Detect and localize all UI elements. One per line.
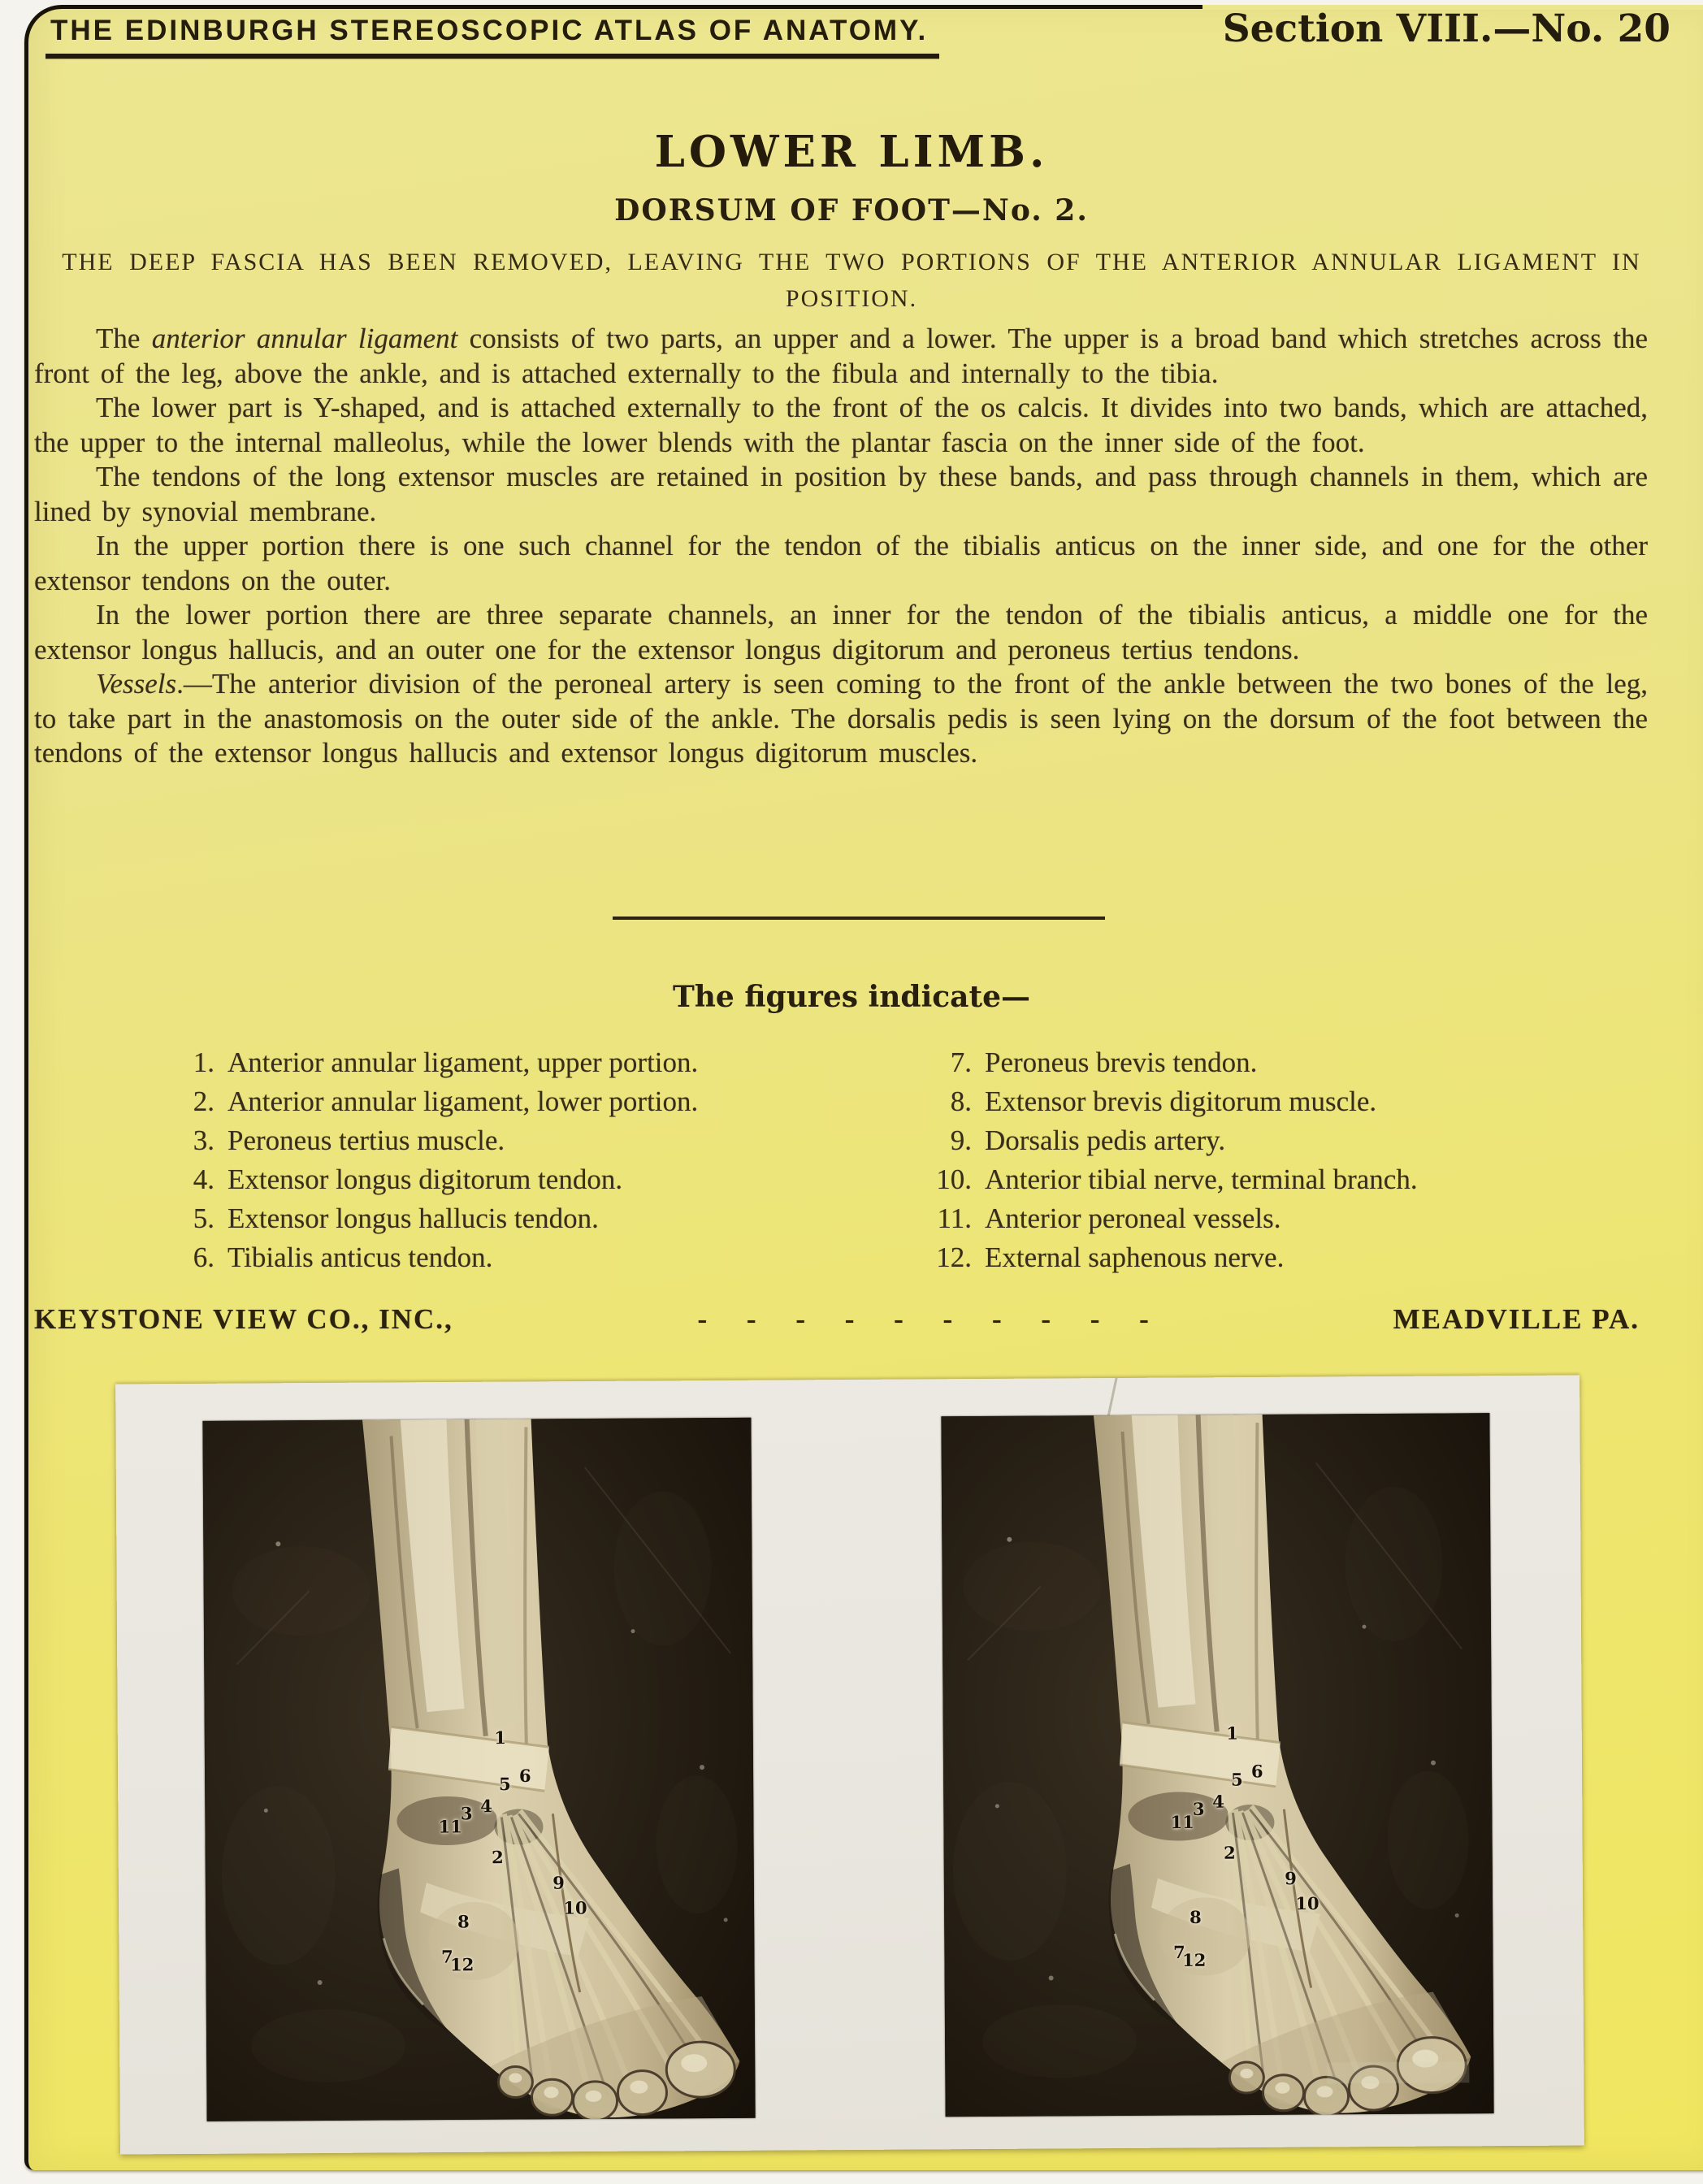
figure-item: [920, 1199, 1659, 1238]
photo-annotation: 6: [518, 1765, 531, 1786]
figure-label: Dorsalis pedis artery.: [985, 1124, 1226, 1156]
figure-list-right-column: [920, 1043, 1659, 1277]
photo-annotation: 1: [1226, 1722, 1238, 1744]
section-end-rule: [613, 916, 1105, 920]
description-text: [34, 322, 1648, 771]
figure-label: Extensor brevis digitorum muscle.: [985, 1086, 1377, 1117]
photo-annotation: 7: [1173, 1942, 1185, 1963]
publisher-row: [34, 1303, 1640, 1336]
section-number: Section VIII.—No. 20: [1222, 6, 1670, 51]
figure-number: 12.: [936, 1242, 972, 1273]
figure-item: [162, 1199, 878, 1238]
photo-annotation: 8: [457, 1911, 470, 1932]
paragraph-6-rest: .—The anterior division of the peroneal artery is seen coming to the front of the ankle between the two bones of the leg, to take part in the anastomosis on the outer side of the ankle. The dorsalis pedis is seen lying on the dorsum of the foot between the tendons of the extensor longus hallucis and extensor longus digitorum muscles.: [34, 668, 1648, 769]
stereo-photo-mount: [115, 1376, 1584, 2155]
figure-number: 5.: [193, 1202, 214, 1234]
figure-label: Peroneus brevis tendon.: [985, 1046, 1258, 1078]
photo-annotation-layer: [202, 1418, 755, 2121]
paragraph-3: The tendons of the long extensor muscles are retained in position by these bands, and pass through channels in them, which are lined by synovial membrane.: [34, 461, 1648, 527]
photo-annotation: 11: [1170, 1811, 1194, 1832]
stereo-photo-right: [941, 1413, 1493, 2117]
figure-item: [162, 1121, 878, 1160]
photo-annotation: 2: [1224, 1842, 1236, 1863]
figure-label: Extensor longus digitorum tendon.: [228, 1164, 623, 1195]
figure-list-left-column: [162, 1043, 878, 1277]
paragraph-6: [34, 667, 1648, 771]
stereo-photo-left: [202, 1418, 755, 2121]
figure-item: [920, 1043, 1659, 1082]
page-subtitle: DORSUM OF FOOT—No. 2.: [614, 193, 1089, 228]
paragraph-1-italic-term: anterior annular ligament: [151, 323, 458, 354]
figures-heading: The figures indicate—: [672, 980, 1031, 1014]
figure-number: 10.: [936, 1164, 972, 1195]
photo-annotation: 10: [1295, 1892, 1320, 1913]
title-underline-rule: [46, 54, 939, 58]
photo-annotation: 3: [1192, 1799, 1205, 1820]
photo-annotation: 11: [438, 1816, 462, 1837]
figure-label: External saphenous nerve.: [985, 1242, 1285, 1273]
figure-number: 8.: [950, 1086, 972, 1117]
atlas-title: THE EDINBURGH STEREOSCOPIC ATLAS OF ANATOMY.: [50, 15, 929, 46]
photo-annotation-layer: [934, 1413, 1487, 2117]
photo-annotation: 9: [552, 1872, 565, 1893]
paragraph-5: In the lower portion there are three separate channels, an inner for the tendon of the tibialis anticus, a middle one for the extensor longus hallucis, and an outer one for the extensor longus digitorum and peroneus tertius tendons.: [34, 599, 1648, 665]
figure-label: Tibialis anticus tendon.: [228, 1242, 493, 1273]
figure-number: 2.: [193, 1086, 214, 1117]
figure-label: Extensor longus hallucis tendon.: [228, 1202, 599, 1234]
paragraph-1-rest: consists of two parts, an upper and a lower. The upper is a broad band which stretches across the front of the leg, above the ankle, and is attached externally to the fibula and internally to the tibia.: [34, 323, 1648, 389]
publisher-name: KEYSTONE VIEW CO., INC.,: [34, 1303, 453, 1335]
photo-annotation: 2: [492, 1846, 504, 1867]
figure-number: 11.: [937, 1202, 972, 1234]
figure-item: [920, 1238, 1659, 1277]
figure-number: 1.: [193, 1046, 214, 1078]
paragraph-6-italic-term: Vessels: [96, 668, 177, 700]
photo-annotation: 12: [450, 1953, 474, 1975]
paragraph-2: The lower part is Y-shaped, and is attached externally to the front of the os calcis. It divides into two bands, which are attached, the upper to the internal malleolus, while the lower blends with the plantar fascia on the inner side of the foot.: [34, 392, 1648, 458]
paragraph-1-lead: The: [96, 323, 152, 354]
figure-item: [162, 1082, 878, 1121]
figure-label: Peroneus tertius muscle.: [228, 1124, 505, 1156]
figure-number: 6.: [193, 1242, 214, 1273]
photo-annotation: 3: [460, 1803, 473, 1824]
photo-annotation: 4: [480, 1796, 492, 1817]
figure-label: Anterior peroneal vessels.: [985, 1202, 1281, 1234]
paragraph-4: In the upper portion there is one such channel for the tendon of the tibialis anticus on the inner side, and one for the other extensor tendons on the outer.: [34, 530, 1648, 596]
figure-label: Anterior annular ligament, upper portion.: [228, 1046, 699, 1078]
figure-item: [920, 1121, 1659, 1160]
photo-annotation: 5: [1230, 1769, 1243, 1790]
photo-annotation: 6: [1250, 1761, 1263, 1782]
dissection-note: THE DEEP FASCIA HAS BEEN REMOVED, LEAVING THE TWO PORTIONS OF THE ANTERIOR ANNULAR LIGAMENT IN POSITION.: [62, 249, 1641, 312]
photo-annotation: 9: [1285, 1867, 1297, 1888]
photo-annotation: 12: [1181, 1949, 1207, 1970]
photo-annotation: 8: [1190, 1906, 1202, 1927]
figure-number: 7.: [950, 1046, 972, 1078]
figure-label: Anterior annular ligament, lower portion.: [228, 1086, 699, 1117]
publisher-location: MEADVILLE PA.: [1393, 1303, 1640, 1335]
figure-item: [920, 1160, 1659, 1199]
page-title: LOWER LIMB.: [654, 127, 1049, 177]
figure-label: Anterior tibial nerve, terminal branch.: [985, 1164, 1418, 1195]
figure-item: [162, 1043, 878, 1082]
photo-annotation: 4: [1212, 1791, 1224, 1812]
figure-number: 9.: [950, 1124, 972, 1156]
figure-item: [920, 1082, 1659, 1121]
figure-item: [162, 1238, 878, 1277]
figure-number: 4.: [193, 1164, 214, 1195]
paragraph-1: [34, 322, 1648, 391]
figure-number: 3.: [193, 1124, 214, 1156]
publisher-dash-leader: - - - - - - - - - -: [697, 1303, 1149, 1335]
photo-annotation: 7: [441, 1946, 453, 1967]
photo-annotation: 5: [498, 1774, 511, 1795]
photo-annotation: 1: [494, 1727, 506, 1748]
photo-annotation: 10: [563, 1897, 587, 1918]
figure-item: [162, 1160, 878, 1199]
